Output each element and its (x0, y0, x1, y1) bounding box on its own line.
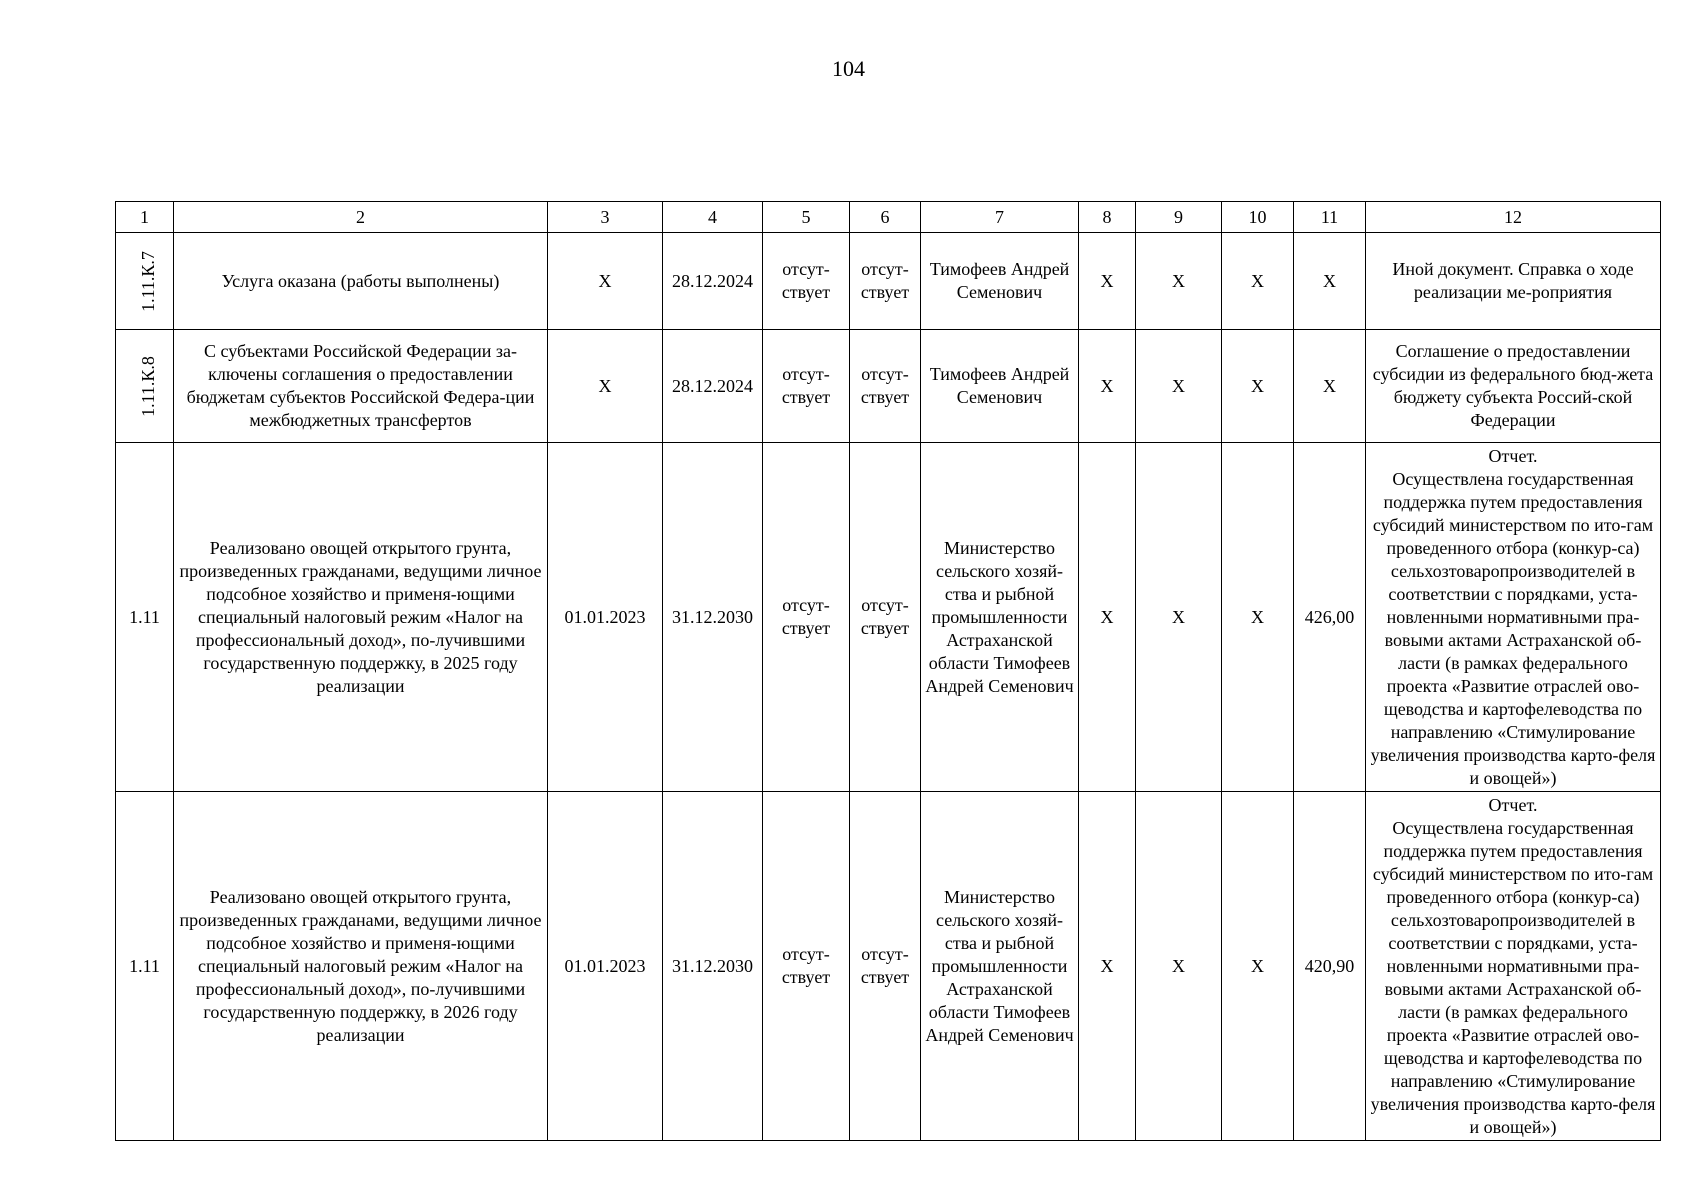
table-row (116, 443, 1661, 792)
result-description: Услуга оказана (работы выполнены) (174, 233, 548, 330)
page-number: 104 (832, 56, 865, 81)
column-9-value: X (1136, 233, 1222, 330)
end-date: 28.12.2024 (663, 330, 763, 443)
column-8-value: X (1079, 233, 1136, 330)
document-type: Соглашение о предоставлении субсидии из федерального бюд-жета бюджету субъекта Россий-ской Федерации (1366, 330, 1661, 443)
data-table (115, 201, 1661, 1141)
end-date: 31.12.2030 (663, 792, 763, 1141)
result-description: С субъектами Российской Федерации за-ключены соглашения о предоставлении бюджетам субъектов Российской Федера-ции межбюджетных трансфертов (174, 330, 548, 443)
target-value: 426,00 (1294, 443, 1366, 792)
row-number: 1.11.К.7 (137, 250, 158, 312)
report-cell (1366, 443, 1661, 792)
column-6-value: отсут-ствует (850, 443, 921, 792)
report-text: Осуществлена государственная поддержка путем предоставления субсидий министерством по ито-гам проведенного отбора (конкур-са) сельхозтоваропроизводителей в соответствии с порядками, уста-новленными нормативными пра-вовыми актами Астраханской об-ласти (в рамках федерального проекта «Развитие отраслей ово-щеводства и картофелеводства по направлению «Стимулирование увеличения производства карто-феля и овощей») (1370, 817, 1656, 1137)
column-10-value: X (1222, 233, 1294, 330)
report-heading: Отчет. (1488, 794, 1538, 815)
table-header-row (116, 202, 1661, 233)
column-5-value: отсут-ствует (763, 792, 850, 1141)
row-number: 1.11 (116, 792, 174, 1141)
result-description: Реализовано овощей открытого грунта, произведенных гражданами, ведущими личное подсобное хозяйство и применя-ющими специальный налоговый режим «Налог на профессиональный доход», по-лучившими государственную поддержку, в 2025 году реализации (174, 443, 548, 792)
row-number-cell (116, 330, 174, 443)
column-10-value: X (1222, 443, 1294, 792)
column-10-value: X (1222, 792, 1294, 1141)
column-5-value: отсут-ствует (763, 443, 850, 792)
row-number: 1.11.К.8 (137, 355, 158, 417)
responsible: Министерство сельского хозяй-ства и рыбной промышленности Астраханской области Тимофеев Андрей Семенович (921, 792, 1079, 1141)
document-type: Иной документ. Справка о ходе реализации ме-роприятия (1366, 233, 1661, 330)
column-header: 6 (850, 202, 921, 233)
column-6-value: отсут-ствует (850, 330, 921, 443)
start-date: X (548, 233, 663, 330)
column-header: 3 (548, 202, 663, 233)
column-header: 4 (663, 202, 763, 233)
table-row (116, 233, 1661, 330)
row-number: 1.11 (116, 443, 174, 792)
table-row (116, 330, 1661, 443)
column-10-value: X (1222, 330, 1294, 443)
responsible: Министерство сельского хозяй-ства и рыбной промышленности Астраханской области Тимофеев Андрей Семенович (921, 443, 1079, 792)
report-heading: Отчет. (1488, 445, 1538, 466)
column-header: 8 (1079, 202, 1136, 233)
column-header: 9 (1136, 202, 1222, 233)
column-header: 1 (116, 202, 174, 233)
column-11-value: X (1294, 233, 1366, 330)
column-header: 11 (1294, 202, 1366, 233)
start-date: 01.01.2023 (548, 443, 663, 792)
column-5-value: отсут-ствует (763, 233, 850, 330)
column-header: 5 (763, 202, 850, 233)
table-row (116, 792, 1661, 1141)
responsible: Тимофеев Андрей Семенович (921, 233, 1079, 330)
column-6-value: отсут-ствует (850, 792, 921, 1141)
column-5-value: отсут-ствует (763, 330, 850, 443)
result-description: Реализовано овощей открытого грунта, произведенных гражданами, ведущими личное подсобное хозяйство и применя-ющими специальный налоговый режим «Налог на профессиональный доход», по-лучившими государственную поддержку, в 2026 году реализации (174, 792, 548, 1141)
column-9-value: X (1136, 443, 1222, 792)
column-8-value: X (1079, 330, 1136, 443)
column-header: 2 (174, 202, 548, 233)
row-number-cell (116, 233, 174, 330)
report-text: Осуществлена государственная поддержка путем предоставления субсидий министерством по ито-гам проведенного отбора (конкур-са) сельхозтоваропроизводителей в соответствии с порядками, уста-новленными нормативными пра-вовыми актами Астраханской об-ласти (в рамках федерального проекта «Развитие отраслей ово-щеводства и картофелеводства по направлению «Стимулирование увеличения производства карто-феля и овощей») (1370, 468, 1656, 788)
report-cell (1366, 792, 1661, 1141)
column-11-value: X (1294, 330, 1366, 443)
end-date: 31.12.2030 (663, 443, 763, 792)
responsible: Тимофеев Андрей Семенович (921, 330, 1079, 443)
column-header: 10 (1222, 202, 1294, 233)
column-8-value: X (1079, 443, 1136, 792)
start-date: X (548, 330, 663, 443)
column-header: 7 (921, 202, 1079, 233)
column-9-value: X (1136, 330, 1222, 443)
column-9-value: X (1136, 792, 1222, 1141)
column-6-value: отсут-ствует (850, 233, 921, 330)
end-date: 28.12.2024 (663, 233, 763, 330)
target-value: 420,90 (1294, 792, 1366, 1141)
column-8-value: X (1079, 792, 1136, 1141)
column-header: 12 (1366, 202, 1661, 233)
start-date: 01.01.2023 (548, 792, 663, 1141)
